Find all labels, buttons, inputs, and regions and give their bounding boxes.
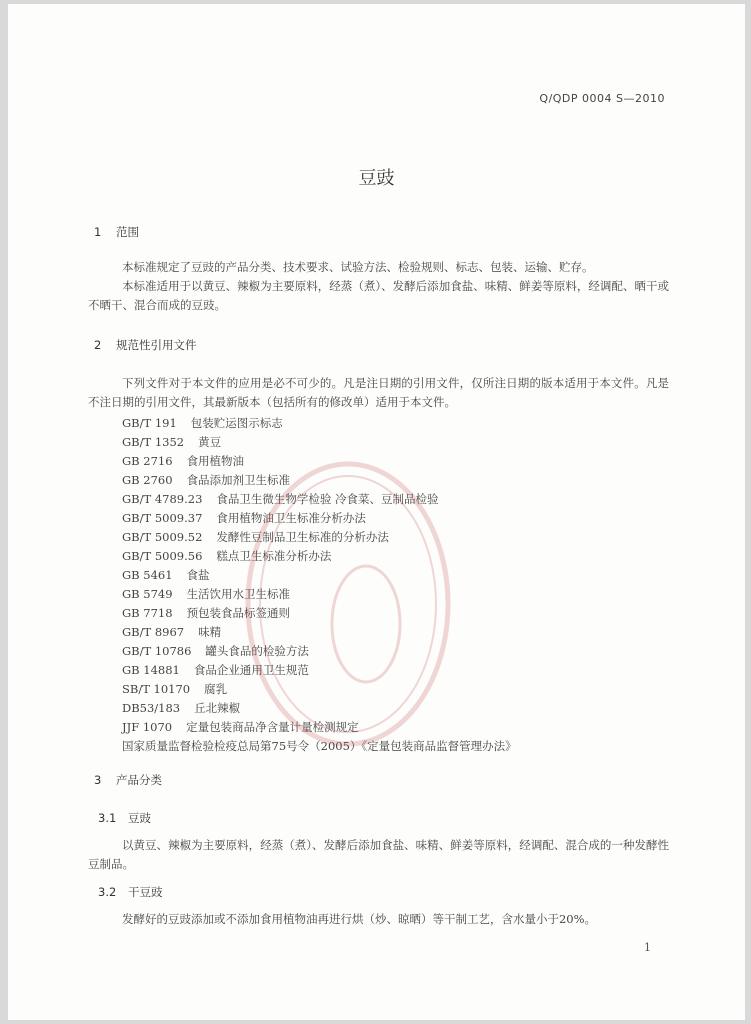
reference-code: GB/T 191 — [122, 416, 177, 430]
reference-name: 罐头食品的检验方法 — [205, 644, 309, 658]
reference-name: 包装贮运图示标志 — [190, 416, 283, 430]
document-title: 豆豉 — [358, 168, 395, 189]
reference-code: GB/T 8967 — [122, 625, 185, 639]
section-1-paragraph-1: 本标准规定了豆豉的产品分类、技术要求、试验方法、检验规则、标志、包装、运输、贮存。 — [122, 260, 594, 274]
reference-code: GB 5461 — [122, 568, 173, 582]
list-item — [122, 566, 517, 585]
reference-name: 食品企业通用卫生规范 — [193, 663, 309, 677]
reference-code: GB/T 1352 — [122, 435, 185, 449]
reference-code: 国家质量监督检验检疫总局第75号令（2005）《定量包装商品监督管理办法》 — [122, 739, 517, 753]
reference-code: GB/T 5009.52 — [122, 530, 203, 544]
reference-name: 预包装食品标签通则 — [186, 606, 291, 620]
list-item — [122, 680, 517, 699]
page-number: 1 — [644, 941, 651, 954]
section-2-heading — [94, 337, 197, 353]
section-number: 2 — [94, 338, 102, 352]
reference-code: GB 2760 — [122, 473, 173, 487]
reference-code: GB 5749 — [122, 587, 173, 601]
list-item — [122, 623, 517, 642]
reference-code: GB/T 5009.37 — [122, 511, 203, 525]
section-number: 1 — [94, 225, 102, 239]
section-1-heading — [94, 224, 139, 240]
section-number: 3 — [94, 773, 102, 787]
list-item — [122, 471, 517, 490]
reference-name: 发酵性豆制品卫生标准的分析办法 — [216, 530, 389, 544]
reference-code: GB/T 5009.56 — [122, 549, 203, 563]
section-title: 范围 — [116, 225, 139, 239]
reference-name: 食品卫生微生物学检验 冷食菜、豆制品检验 — [216, 492, 439, 506]
reference-name: 食盐 — [186, 568, 210, 582]
reference-name: 生活饮用水卫生标准 — [186, 587, 291, 601]
reference-code: SB/T 10170 — [122, 682, 191, 696]
section-2-intro: 下列文件对于本文件的应用是必不可少的。凡是注日期的引用文件，仅所注日期的版本适用于本文件。凡是不注日期的引用文件，其最新版本（包括所有的修改单）适用于本文件。 — [88, 376, 669, 409]
section-number: 3.1 — [98, 811, 117, 825]
list-item — [122, 490, 517, 509]
section-3-2-heading — [98, 884, 163, 900]
section-3-1-heading — [98, 810, 151, 826]
list-item — [122, 661, 517, 680]
section-1-paragraph-2: 本标准适用于以黄豆、辣椒为主要原料，经蒸（煮）、发酵后添加食盐、味精、鲜姜等原料，经调配、晒干或不晒干、混合而成的豆豉。 — [88, 279, 669, 312]
reference-name: 食用植物油卫生标准分析办法 — [216, 511, 366, 525]
standard-code: Q/QDP 0004 S—2010 — [539, 92, 665, 105]
list-item — [122, 509, 517, 528]
reference-name: 丘北辣椒 — [194, 701, 241, 715]
reference-name: 腐乳 — [204, 682, 228, 696]
list-item — [122, 547, 517, 566]
list-item — [122, 414, 517, 433]
list-item — [122, 699, 517, 718]
reference-name: 糕点卫生标准分析办法 — [216, 549, 332, 563]
section-number: 3.2 — [98, 885, 117, 899]
reference-name: 黄豆 — [198, 435, 222, 449]
reference-name: 食品添加剂卫生标准 — [186, 473, 291, 487]
document-page — [8, 4, 745, 1020]
list-item — [122, 737, 517, 756]
reference-code: GB 14881 — [122, 663, 180, 677]
section-3-2-text: 发酵好的豆豉添加或不添加食用植物油再进行烘（炒、晾晒）等干制工艺，含水量小于20%。 — [122, 912, 597, 926]
section-title: 产品分类 — [116, 773, 162, 787]
reference-code: JJF 1070 — [122, 720, 173, 734]
reference-code: GB/T 10786 — [122, 644, 192, 658]
section-title: 规范性引用文件 — [116, 338, 197, 352]
list-item — [122, 433, 517, 452]
list-item — [122, 452, 517, 471]
reference-name: 定量包装商品净含量计量检测规定 — [186, 720, 359, 734]
reference-name: 味精 — [198, 625, 222, 639]
list-item — [122, 718, 517, 737]
reference-code: GB 7718 — [122, 606, 173, 620]
list-item — [122, 642, 517, 661]
reference-code: DB53/183 — [122, 701, 181, 715]
reference-code: GB/T 4789.23 — [122, 492, 203, 506]
reference-name: 食用植物油 — [186, 454, 245, 468]
list-item — [122, 528, 517, 547]
reference-list — [122, 414, 517, 756]
list-item — [122, 585, 517, 604]
section-3-1-text: 以黄豆、辣椒为主要原料，经蒸（煮）、发酵后添加食盐、味精、鲜姜等原料，经调配、混合成的一种发酵性豆制品。 — [88, 838, 669, 871]
section-title: 干豆豉 — [128, 885, 163, 899]
list-item — [122, 604, 517, 623]
reference-code: GB 2716 — [122, 454, 173, 468]
section-3-heading — [94, 772, 162, 788]
section-title: 豆豉 — [128, 811, 151, 825]
